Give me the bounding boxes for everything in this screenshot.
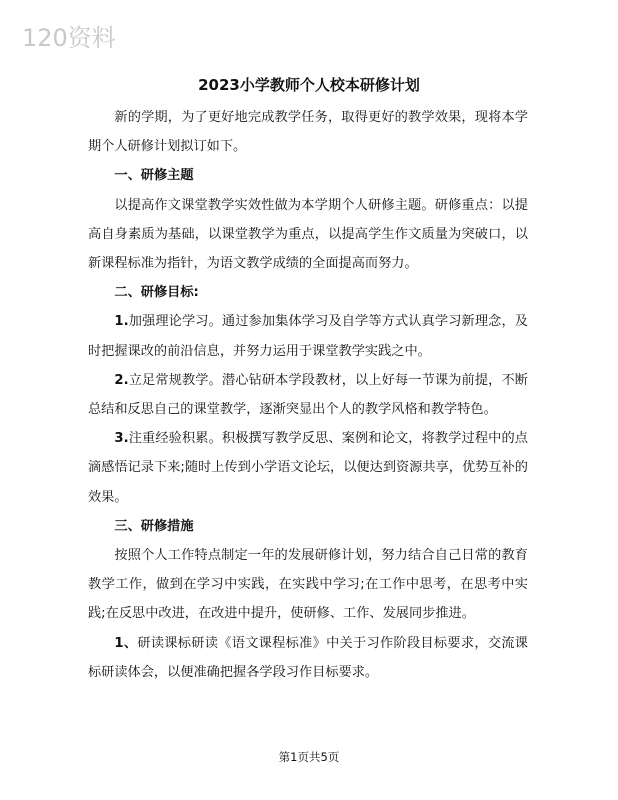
goal-text: 立足常规教学。潜心钻研本学段教材，以上好每一节课为前提，不断总结和反思自己的课堂教学，逐渐突显出个人的教学风格和教学特色。	[88, 372, 528, 418]
section-heading-measures: 三、研修措施	[114, 518, 194, 534]
goal-item-2	[88, 366, 528, 424]
section-heading-theme: 一、研修主题	[114, 168, 194, 184]
page-footer: 第1页共5页	[278, 750, 340, 764]
intro-paragraph: 新的学期，为了更好地完成教学任务，取得更好的教学效果，现将本学期个人研修计划拟订如下。	[88, 110, 528, 155]
document-title: 2023小学教师个人校本研修计划	[198, 76, 420, 94]
goal-number: 1.	[114, 314, 129, 330]
measure-item-1	[88, 629, 528, 687]
goal-text: 注重经验积累。积极撰写教学反思、案例和论文，将教学过程中的点滴感悟记录下来;随时上传到小学语文论坛，以便达到资源共享，优势互补的效果。	[88, 431, 528, 505]
goal-item-1	[88, 307, 528, 365]
watermark-logo: 120资料	[22, 24, 116, 52]
measure-number: 1、	[114, 635, 138, 651]
section-measures-paragraph: 按照个人工作特点制定一年的发展研修计划，努力结合自己日常的教育教学工作，做到在学习中实践，在实践中学习;在工作中思考，在思考中实践;在反思中改进，在改进中提升，使研修、工作、发展同步推进。	[88, 548, 528, 622]
measure-text: 研读课标研读《语文课程标准》中关于习作阶段目标要求，交流课标研读体会，以便准确把握各学段习作目标要求。	[88, 635, 528, 680]
section-theme-paragraph: 以提高作文课堂教学实效性做为本学期个人研修主题。研修重点：以提高自身素质为基础，以课堂教学为重点，以提高学生作文质量为突破口，以新课程标准为指针，为语文教学成绩的全面提高而努力。	[88, 197, 528, 272]
goal-number: 2.	[114, 372, 129, 388]
goal-number: 3.	[114, 431, 129, 447]
document-body	[88, 103, 528, 687]
goal-item-3	[88, 424, 528, 512]
goal-text: 加强理论学习。通过参加集体学习及自学等方式认真学习新理念，及时把握课改的前沿信息，并努力运用于课堂教学实践之中。	[88, 314, 528, 359]
section-heading-goals: 二、研修目标:	[114, 285, 199, 301]
